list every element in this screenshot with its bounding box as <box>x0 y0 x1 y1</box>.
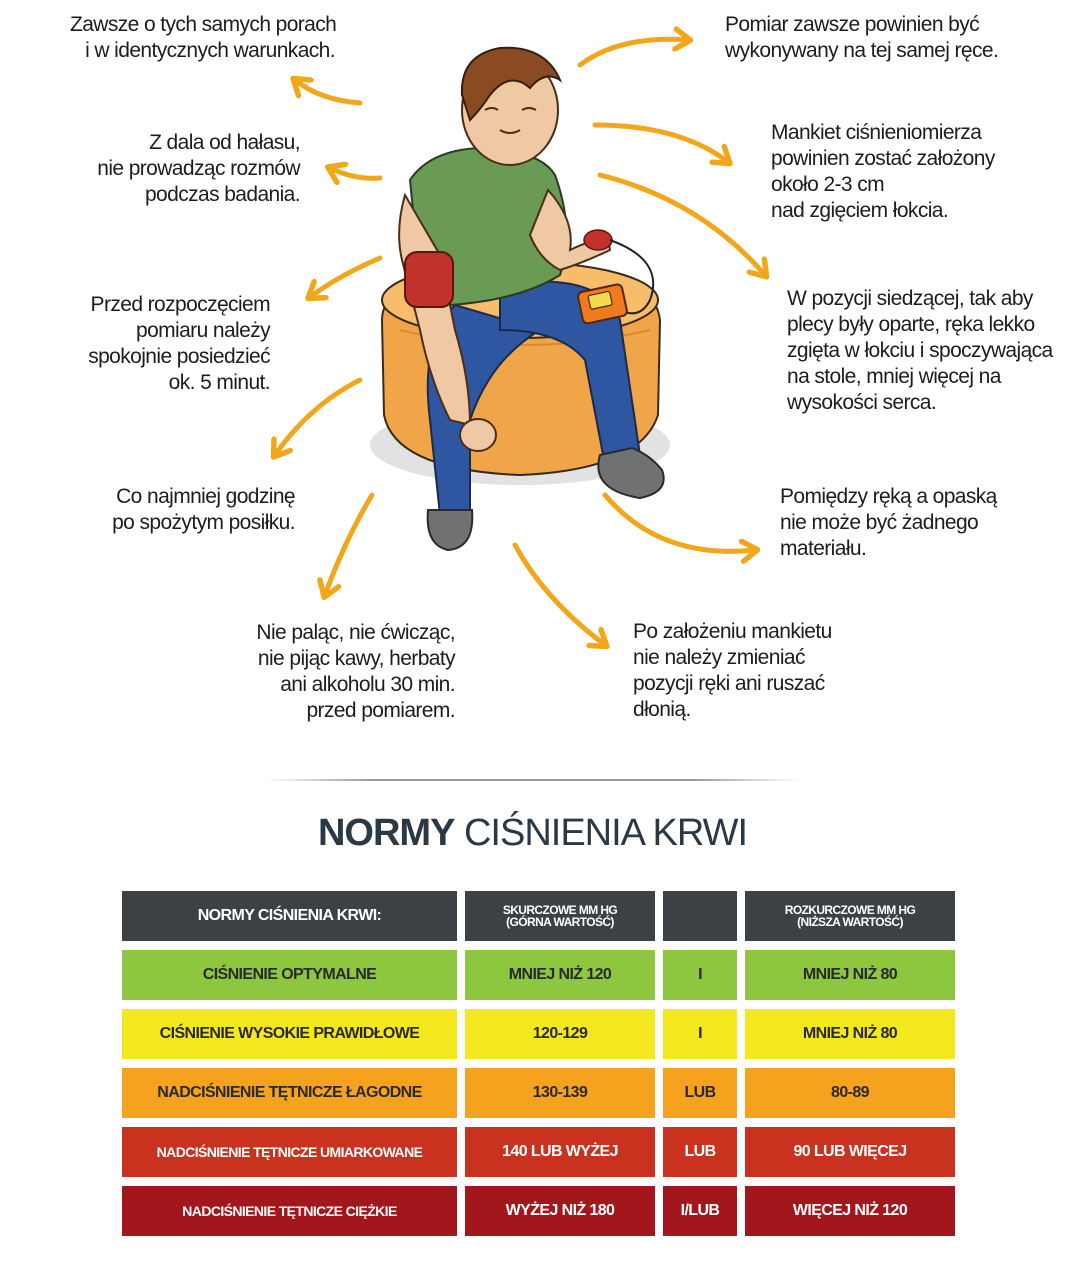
tip-line: nie może być żadnego <box>780 511 979 534</box>
row-value-text: 90 LUB WIĘCEJ <box>793 1143 907 1160</box>
tip-line: Mankiet ciśnieniomierza <box>771 121 982 144</box>
row-value-text: 80-89 <box>831 1084 869 1101</box>
row-label-text: NADCIŚNIENIE TĘTNICZE UMIARKOWANE <box>156 1144 423 1160</box>
tip-line: około 2-3 cm <box>771 173 885 196</box>
row-high-normal-diastolic <box>745 1009 955 1059</box>
tip-line: dłonią. <box>633 698 691 721</box>
row-label-text: CIŚNIENIE WYSOKIE PRAWIDŁOWE <box>159 1025 420 1042</box>
tip-line: nad zgięciem łokcia. <box>771 199 949 222</box>
tip-line: Pomiędzy ręką a opaską <box>780 485 997 508</box>
row-optimal-label <box>122 950 457 1000</box>
row-moderate-diastolic <box>745 1127 955 1177</box>
header-systolic-line: SKURCZOWE MM HG <box>502 903 618 917</box>
tip-line: Przed rozpoczęciem <box>90 293 270 316</box>
header-diastolic-line: (NIŻSZA WARTOŚĆ) <box>797 915 903 929</box>
tip-line: Pomiar zawsze powinien być <box>725 13 980 36</box>
tip-line: po spożytym posiłku. <box>112 511 295 534</box>
title-rest: CIŚNIENIA KRWI <box>463 812 748 854</box>
row-moderate-label <box>122 1127 457 1177</box>
tip-line: Nie paląc, nie ćwicząc, <box>256 621 455 644</box>
row-severe-diastolic <box>745 1186 955 1236</box>
row-value-text: WYŻEJ NIŻ 180 <box>505 1202 615 1219</box>
row-optimal-systolic <box>465 950 655 1000</box>
tip-line: materiału. <box>780 537 867 560</box>
row-severe-systolic <box>465 1186 655 1236</box>
tip-line: wykonywany na tej samej ręce. <box>725 39 999 62</box>
row-optimal-diastolic <box>745 950 955 1000</box>
tip-line: na stole, mniej więcej na <box>787 365 1001 388</box>
tip-line: spokojnie posiedzieć <box>88 345 270 368</box>
header-label <box>122 891 457 941</box>
row-value-text: 140 LUB WYŻEJ <box>502 1143 618 1160</box>
row-moderate-conj <box>663 1127 737 1177</box>
tip-line: nie należy zmieniać <box>633 646 805 669</box>
tip-line: przed pomiarem. <box>306 699 455 722</box>
tip-line: pozycji ręki ani ruszać <box>633 672 825 695</box>
row-label-text: CIŚNIENIE OPTYMALNE <box>202 966 377 983</box>
row-label-text: NADCIŚNIENIE TĘTNICZE CIĘŻKIE <box>182 1203 397 1219</box>
tip-line: i w identycznych warunkach. <box>85 39 335 62</box>
tip-line: Po założeniu mankietu <box>633 620 832 643</box>
tip-line: Zawsze o tych samych porach <box>70 13 337 36</box>
row-optimal-conj <box>663 950 737 1000</box>
tip-line: pomiaru należy <box>135 319 270 342</box>
tip-line: nie pijąc kawy, herbaty <box>257 647 455 670</box>
row-value-text: MNIEJ NIŻ 80 <box>802 1025 898 1042</box>
row-mild-diastolic <box>745 1068 955 1118</box>
row-mild-conj <box>663 1068 737 1118</box>
header-diastolic-line: ROZKURCZOWE MM HG <box>784 903 916 917</box>
row-conj-text: I <box>698 1025 702 1042</box>
header-systolic-line: (GÓRNA WARTOŚĆ) <box>506 915 614 929</box>
row-severe-label <box>122 1186 457 1236</box>
row-high-normal-conj <box>663 1009 737 1059</box>
row-conj-text: I <box>698 966 702 983</box>
row-severe-conj <box>663 1186 737 1236</box>
header-conjunction <box>663 891 737 941</box>
row-high-normal-label <box>122 1009 457 1059</box>
tip-line: W pozycji siedzącej, tak aby <box>787 287 1033 310</box>
tip-line: ok. 5 minut. <box>168 371 270 394</box>
tip-line: plecy były oparte, ręka lekko <box>787 313 1035 336</box>
title-bold: NORMY <box>317 812 455 854</box>
row-value-text: 120-129 <box>532 1025 588 1042</box>
row-moderate-systolic <box>465 1127 655 1177</box>
tip-line: podczas badania. <box>144 183 300 206</box>
row-label-text: NADCIŚNIENIE TĘTNICZE ŁAGODNE <box>157 1084 422 1101</box>
tip-line: wysokości serca. <box>787 391 937 414</box>
row-mild-systolic <box>465 1068 655 1118</box>
tip-line: ani alkoholu 30 min. <box>280 673 455 696</box>
row-conj-text: LUB <box>684 1084 716 1101</box>
tip-line: Z dala od hałasu, <box>149 131 300 154</box>
tip-line: zgięta w łokciu i spoczywająca <box>787 339 1053 362</box>
header-diastolic <box>745 891 955 941</box>
row-value-text: WIĘCEJ NIŻ 120 <box>792 1202 908 1219</box>
header-label-text: NORMY CIŚNIENIA KRWI: <box>197 907 382 924</box>
tip-line: Co najmniej godzinę <box>116 485 295 508</box>
header-systolic <box>465 891 655 941</box>
row-conj-text: I/LUB <box>680 1202 720 1219</box>
row-value-text: MNIEJ NIŻ 80 <box>802 966 898 983</box>
tip-line: powinien zostać założony <box>771 147 995 170</box>
row-value-text: 130-139 <box>532 1084 588 1101</box>
row-high-normal-systolic <box>465 1009 655 1059</box>
tip-line: nie prowadząc rozmów <box>97 157 300 180</box>
row-conj-text: LUB <box>684 1143 716 1160</box>
row-value-text: MNIEJ NIŻ 120 <box>508 966 612 983</box>
row-mild-label <box>122 1068 457 1118</box>
